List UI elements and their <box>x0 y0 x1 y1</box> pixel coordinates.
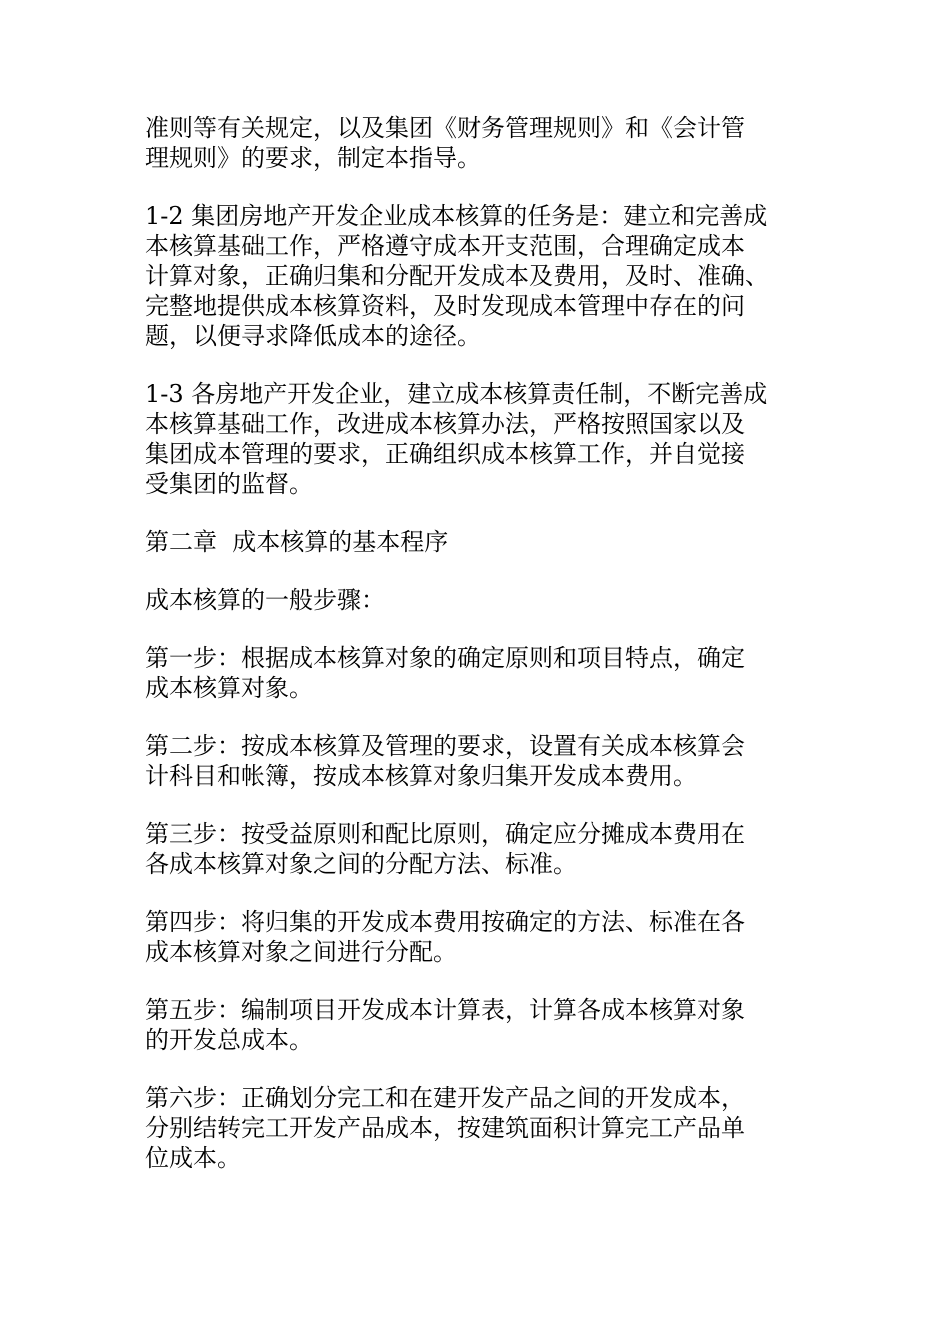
text-line: 计算对象，正确归集和分配开发成本及费用，及时、准确、 <box>145 262 769 290</box>
chapter-heading <box>145 527 805 557</box>
paragraph-intro-continued <box>145 113 805 173</box>
text-line: 第六步：正确划分完工和在建开发产品之间的开发成本， <box>145 1084 745 1112</box>
text-line: 本核算基础工作，改进成本核算办法，严格按照国家以及 <box>145 410 745 438</box>
step-6 <box>145 1083 805 1173</box>
text-line: 成本核算对象之间进行分配。 <box>145 938 457 966</box>
text-line: 受集团的监督。 <box>145 470 313 498</box>
text-line: 准则等有关规定，以及集团《财务管理规则》和《会计管 <box>145 114 745 142</box>
text-line: 成本核算的一般步骤： <box>145 586 385 614</box>
text-line: 1-3 各房地产开发企业，建立成本核算责任制，不断完善成 <box>145 380 768 408</box>
text-line: 第五步：编制项目开发成本计算表，计算各成本核算对象 <box>145 996 745 1024</box>
step-5 <box>145 995 805 1055</box>
text-line: 本核算基础工作，严格遵守成本开支范围，合理确定成本 <box>145 232 745 260</box>
text-line: 第一步：根据成本核算对象的确定原则和项目特点，确定 <box>145 644 745 672</box>
text-line: 理规则》的要求，制定本指导。 <box>145 144 481 172</box>
text-line: 第二步：按成本核算及管理的要求，设置有关成本核算会 <box>145 732 745 760</box>
document-page <box>145 113 805 1201</box>
text-line: 第四步：将归集的开发成本费用按确定的方法、标准在各 <box>145 908 745 936</box>
step-2 <box>145 731 805 791</box>
text-line: 计科目和帐簿，按成本核算对象归集开发成本费用。 <box>145 762 697 790</box>
text-line: 完整地提供成本核算资料，及时发现成本管理中存在的问 <box>145 292 745 320</box>
step-3 <box>145 819 805 879</box>
step-4 <box>145 907 805 967</box>
text-line: 成本核算对象。 <box>145 674 313 702</box>
text-line: 集团成本管理的要求，正确组织成本核算工作，并自觉接 <box>145 440 745 468</box>
paragraph-1-2 <box>145 201 805 351</box>
text-line: 第三步：按受益原则和配比原则，确定应分摊成本费用在 <box>145 820 745 848</box>
text-line: 的开发总成本。 <box>145 1026 313 1054</box>
steps-intro <box>145 585 805 615</box>
paragraph-1-3 <box>145 379 805 499</box>
text-line: 位成本。 <box>145 1144 241 1172</box>
step-1 <box>145 643 805 703</box>
chapter-title: 第二章 成本核算的基本程序 <box>145 528 449 556</box>
text-line: 分别结转完工开发产品成本，按建筑面积计算完工产品单 <box>145 1114 745 1142</box>
text-line: 1-2 集团房地产开发企业成本核算的任务是：建立和完善成 <box>145 202 768 230</box>
text-line: 各成本核算对象之间的分配方法、标准。 <box>145 850 577 878</box>
text-line: 题，以便寻求降低成本的途径。 <box>145 322 481 350</box>
